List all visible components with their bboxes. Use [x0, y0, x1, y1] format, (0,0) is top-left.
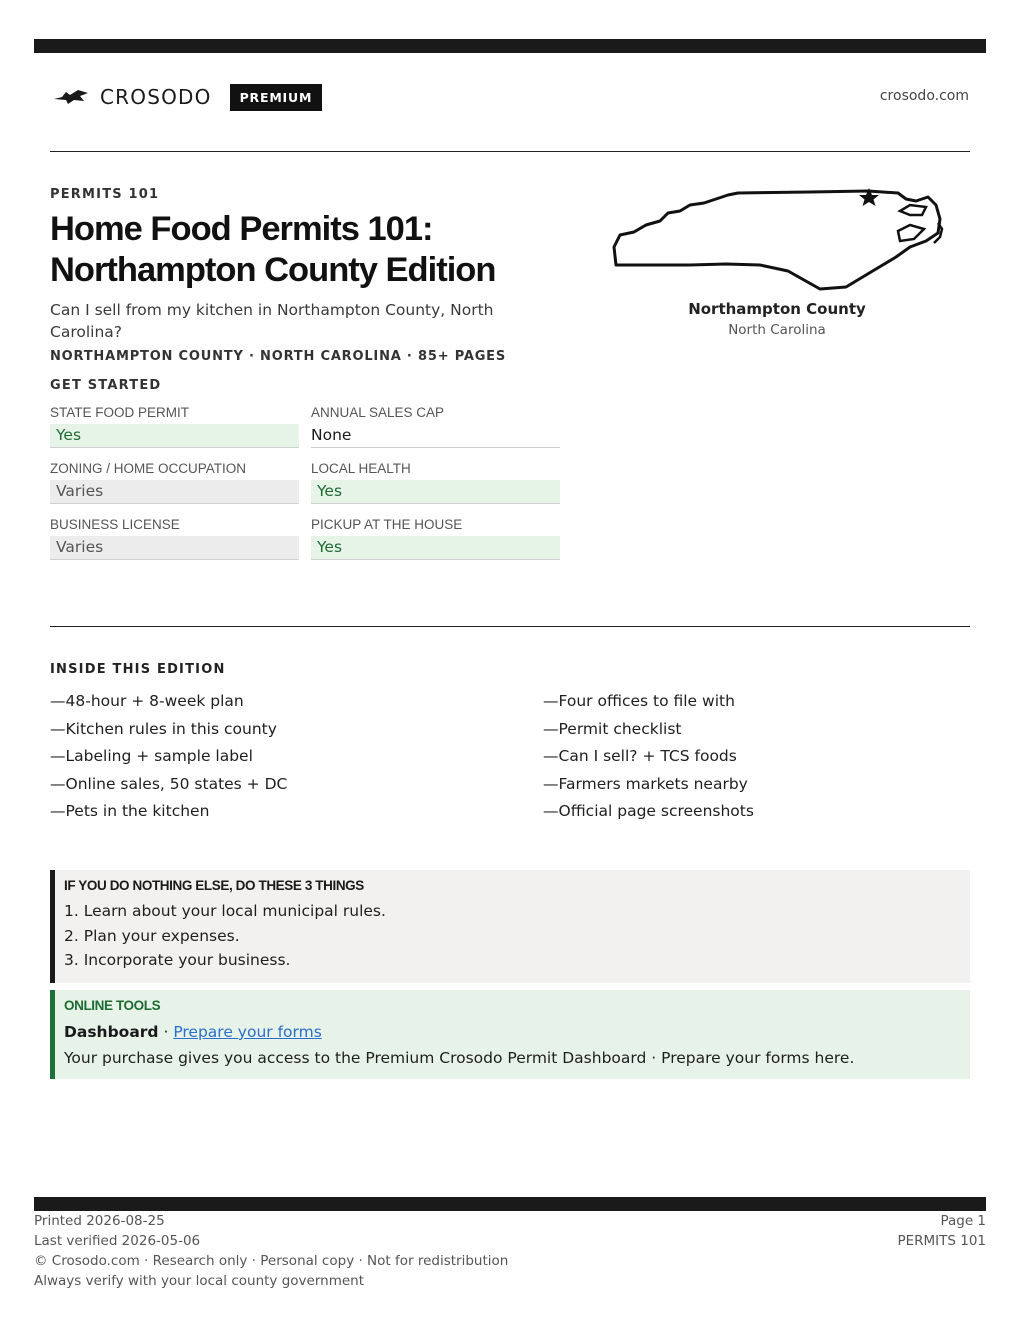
toc-item: —Farmers markets nearby	[543, 774, 748, 793]
page-title	[50, 209, 570, 291]
title-line-2: Northampton County Edition	[50, 251, 496, 289]
summary-cell-business-license	[50, 516, 299, 560]
callout-heading: IF YOU DO NOTHING ELSE, DO THESE 3 THINGS	[64, 878, 364, 893]
online-tools-heading: ONLINE TOOLS	[64, 998, 161, 1013]
printed-date: Printed 2026-08-25	[34, 1213, 165, 1229]
prepare-forms-link[interactable]: Prepare your forms	[173, 1023, 322, 1041]
summary-value: Varies	[50, 536, 299, 560]
bird-icon	[54, 89, 88, 105]
footer-right	[897, 1211, 986, 1251]
online-tools-description: Your purchase gives you access to the Premium Crosodo Permit Dashboard · Prepare your forms here.	[64, 1049, 855, 1067]
toc-item: —Official page screenshots	[543, 802, 754, 820]
bottom-bar	[34, 1197, 986, 1211]
summary-value: Varies	[50, 480, 299, 504]
separator: ·	[158, 1023, 174, 1041]
brand-name: CROSODO	[100, 85, 212, 109]
toc-item: —Pets in the kitchen	[50, 802, 210, 820]
summary-label: ZONING / HOME OCCUPATION	[50, 461, 247, 476]
toc-item: —Can I sell? + TCS foods	[543, 747, 737, 765]
title-line-1: Home Food Permits 101:	[50, 210, 433, 248]
edition-meta: NORTHAMPTON COUNTY · NORTH CAROLINA · 85+ PAGES	[50, 349, 507, 364]
page-subtitle: Can I sell from my kitchen in Northampton County, North Carolina?	[50, 301, 494, 341]
summary-label: ANNUAL SALES CAP	[311, 405, 445, 420]
toc-item: —Permit checklist	[543, 719, 682, 738]
summary-label: PICKUP AT THE HOUSE	[311, 517, 463, 532]
header-divider	[50, 151, 970, 152]
page-number: Page 1	[940, 1213, 986, 1229]
get-started-heading: GET STARTED	[50, 378, 162, 393]
summary-value: Yes	[50, 424, 299, 448]
top-bar	[34, 39, 986, 53]
site-url[interactable]: crosodo.com	[879, 88, 969, 104]
north-carolina-map	[610, 185, 944, 295]
permit-summary-grid	[50, 404, 559, 560]
steps-list	[64, 899, 970, 973]
copyright: © Crosodo.com · Research only · Personal copy · Not for redistribution	[34, 1253, 509, 1269]
map-state-label: North Carolina	[728, 322, 826, 338]
summary-value: None	[311, 424, 560, 448]
verified-date: Last verified 2026-05-06	[34, 1233, 201, 1249]
disclaimer: Always verify with your local county government	[34, 1273, 364, 1289]
toc-item: —Kitchen rules in this county	[50, 719, 277, 738]
summary-label: BUSINESS LICENSE	[50, 517, 180, 532]
brand	[54, 82, 322, 112]
map-county-label: Northampton County	[688, 300, 866, 318]
section-divider	[50, 626, 970, 627]
toc-item: —Labeling + sample label	[50, 747, 253, 765]
summary-cell-state-food-permit	[50, 404, 299, 448]
dashboard-line	[64, 1019, 970, 1045]
premium-badge: PREMIUM	[230, 84, 323, 111]
summary-cell-pickup	[311, 516, 560, 560]
toc-item: —Four offices to file with	[543, 692, 735, 710]
summary-cell-zoning	[50, 460, 299, 504]
section-kicker: PERMITS 101	[50, 187, 160, 202]
dashboard-label: Dashboard	[64, 1023, 159, 1041]
inside-heading: INSIDE THIS EDITION	[50, 662, 226, 677]
summary-label: STATE FOOD PERMIT	[50, 405, 190, 420]
footer-section: PERMITS 101	[897, 1233, 986, 1249]
summary-cell-annual-sales-cap	[311, 404, 560, 448]
summary-value: Yes	[311, 536, 560, 560]
footer-left	[34, 1211, 508, 1291]
summary-value: Yes	[311, 480, 560, 504]
toc-item: —Online sales, 50 states + DC	[50, 774, 288, 793]
online-tools-callout	[50, 990, 970, 1079]
step-item: 3. Incorporate your business.	[64, 951, 291, 969]
three-things-callout	[50, 870, 970, 983]
summary-label: LOCAL HEALTH	[311, 461, 411, 476]
step-item: 1. Learn about your local municipal rules.	[64, 902, 386, 920]
step-item: 2. Plan your expenses.	[64, 926, 240, 945]
summary-cell-local-health	[311, 460, 560, 504]
toc-right	[543, 688, 754, 826]
toc-item: —48-hour + 8-week plan	[50, 692, 244, 710]
toc-left	[50, 688, 287, 826]
